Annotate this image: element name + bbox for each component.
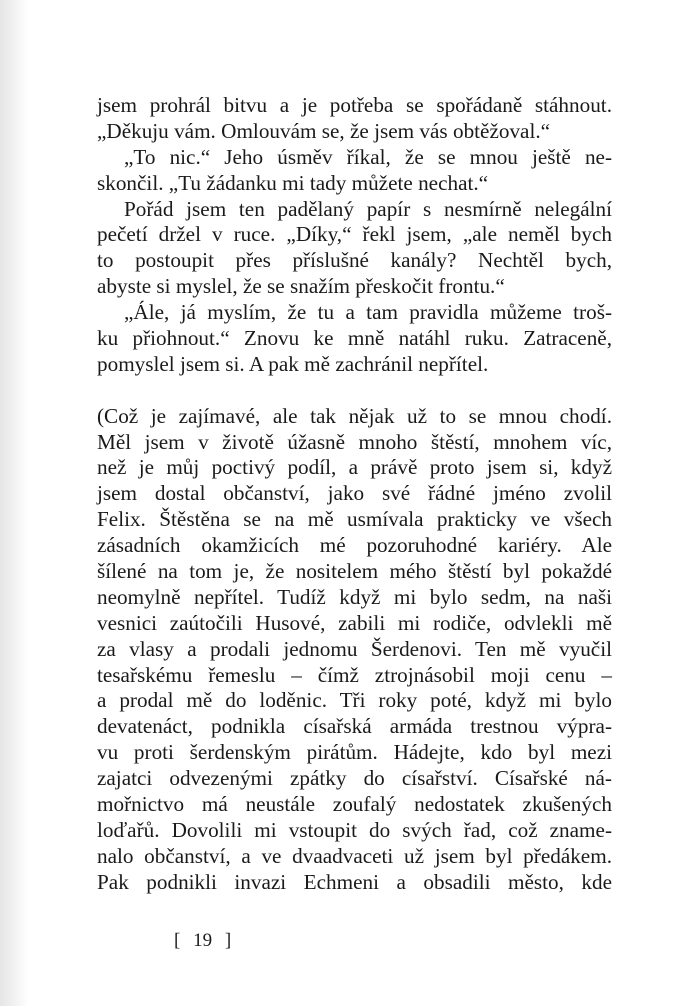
text-line: vesnici zaútočili Husové, zabili mi rodiče, odvlekli mě	[97, 610, 612, 635]
text-line: Felix. Štěstěna se na mě usmívala prakticky ve všech	[97, 507, 612, 532]
text-line: Pořád jsem ten padělaný papír s nesmírně nelegální	[124, 196, 612, 221]
text-line: to postoupit přes příslušné kanály? Nechtěl bych,	[97, 248, 612, 273]
text-line: abyste si myslel, že se snažím přeskočit frontu.“	[97, 274, 505, 299]
text-line: Pak podnikli invazi Echmeni a obsadili město, kde	[97, 869, 612, 894]
text-line: jsem dostal občanství, jako své řádné jméno zvolil	[97, 481, 612, 506]
text-line: „Ále, já myslím, že tu a tam pravidla můžeme troš-	[124, 300, 612, 325]
text-line: šílené na tom je, že nositelem mého štěstí byl pokaždé	[97, 559, 612, 584]
text-line: devatenáct, podnikla císařská armáda trestnou výpra-	[97, 714, 612, 739]
text-line: neomylně nepřítel. Tudíž když mi bylo sedm, na naši	[97, 584, 612, 609]
text-line: jsem prohrál bitvu a je potřeba se spořádaně stáhnout.	[97, 93, 612, 117]
text-line: loďařů. Dovolili mi vstoupit do svých řad, což zname-	[97, 817, 612, 842]
text-line: nalo občanství, a ve dvaadvaceti už jsem byl předákem.	[97, 843, 612, 868]
text-line: vu proti šerdenským pirátům. Hádejte, kdo byl mezi	[97, 740, 612, 765]
text-line: pečetí držel v ruce. „Díky,“ řekl jsem, „ale neměl bych	[97, 222, 612, 247]
text-line: tesařskému řemeslu – čímž ztrojnásobil moji cenu –	[97, 662, 612, 687]
page-body-text	[97, 93, 612, 896]
text-line: a prodal mě do loděnic. Tři roky poté, když mi bylo	[97, 688, 612, 713]
text-line: zásadních okamžicích mé pozoruhodné kariéry. Ale	[97, 533, 612, 558]
text-line: mořnictvo má neustále zoufalý nedostatek zkušených	[97, 792, 612, 817]
text-line: ku přiohnout.“ Znovu ke mně natáhl ruku. Zatraceně,	[97, 326, 612, 351]
text-line: (Což je zajímavé, ale tak nějak už to se mnou chodí.	[97, 403, 612, 428]
page-number: [ 19 ]	[174, 930, 232, 951]
page-edge-shadow	[0, 0, 28, 1006]
text-line: než je můj poctivý podíl, a právě proto jsem si, když	[97, 455, 612, 480]
text-line: skončil. „Tu žádanku mi tady můžete nechat.“	[97, 170, 489, 195]
text-line: pomyslel jsem si. A pak mě zachránil nepřítel.	[97, 351, 489, 376]
text-line: za vlasy a prodali jednomu Šerdenovi. Ten mě vyučil	[97, 636, 612, 661]
text-line: Měl jsem v životě úžasně mnoho štěstí, mnohem víc,	[97, 429, 612, 454]
section-break	[97, 378, 612, 404]
text-line: zajatci odvezenými zpátky do císařství. Císařské ná-	[97, 766, 612, 791]
text-line: „Děkuju vám. Omlouvám se, že jsem vás obtěžoval.“	[97, 118, 551, 143]
text-line: „To nic.“ Jeho úsměv říkal, že se mnou ještě ne-	[124, 144, 612, 169]
